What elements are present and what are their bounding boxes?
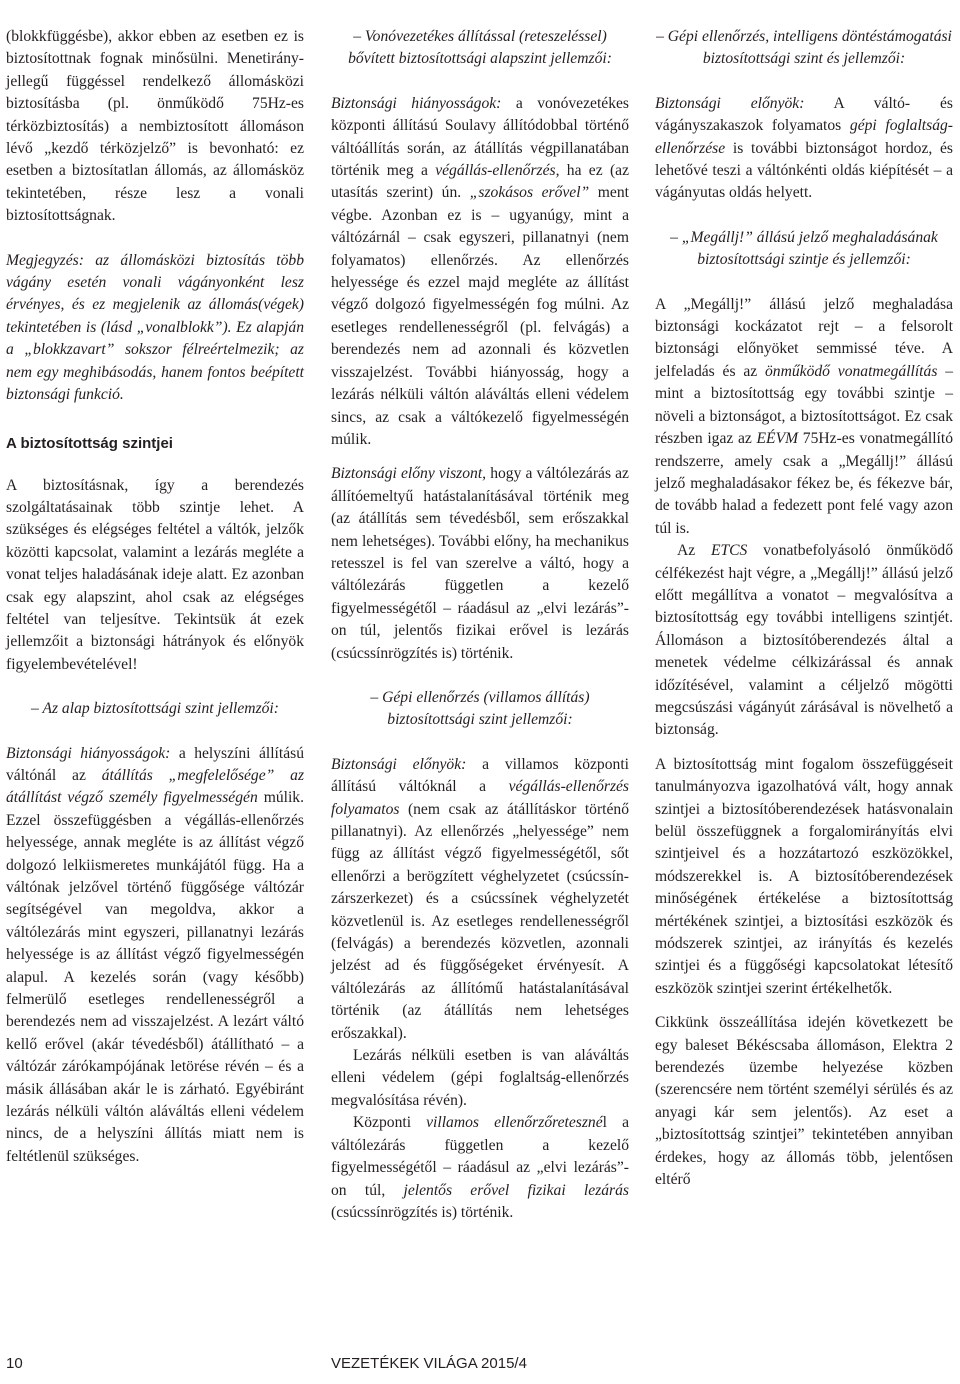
subsection-title: – Vonóvezetékes állítással (reteszeléssel) bővített biztosítottsági alapszint jellemzői: — [348, 28, 612, 68]
section-heading: A biztosítottság szintjei — [6, 434, 173, 452]
italic-run: ETCS — [710, 542, 748, 560]
note-paragraph: Megjegyzés: az állomásközi biztosítás több vágány esetén vonali vágányonként lesz érvényes, és ez megjelenik az állomás(végek) tekintetében is (lásd „vonalblokk”). Ez alapján a „blokkzavart” sokszor félreértelmezik; az nem egy meghibásodás, hanem fontos beépített biztonsági funkció. — [6, 251, 304, 404]
page-number: 10 — [6, 1355, 23, 1372]
text-run: (nem csak az átállításkor történő pillanatnyi). Az ellenőrzés „helyessége” nem függ az állítást végző figyelmességétől, sőt ellenőrzi a berögzített véghelyzetet (csúcssín-zárszerkezet) és a csúcssínek véghelyzetét közvetlenül is. Az esetleges rendellenességről (felvágás) a berendezés közvetlen, azonnali jelzést ad és függőségeket érvényesít. A váltólezárás az állítómű hatástalanításával történik (az átállítás nem lehetséges erőszakkal). — [331, 800, 629, 1042]
text-run: Központi — [353, 1114, 427, 1132]
italic-run: „szokásos erővel” — [469, 184, 590, 202]
paragraph — [6, 743, 304, 1169]
text-run: Az — [677, 542, 711, 560]
italic-run: átállítás „megfelelősége” az átállítást végző személy figyelmességén — [6, 766, 305, 807]
subsection-title: – Az alap biztosítottsági szint jellemzői: — [31, 700, 279, 718]
subsection-title: – Gépi ellenőrzés (villamos állítás) biztosítottsági szint jellemzői: — [370, 688, 590, 729]
paragraph — [655, 294, 953, 540]
text-run: A „Megállj!” állású jelző meghaladása biztonsági kockázatot rejt – a felsorolt biztonsági előnyöket semmissé téve. A jelfeladás és az — [655, 295, 953, 380]
italic-run: gépi foglaltság-ellenőrzése — [655, 117, 953, 157]
paragraph: A biztosítottság mint fogalom összefüggéseit tanulmányozva igazolhatóvá vált, hogy annak szintjei a biztosítóberendezések hatásvonalain belül összefüggnek a forgalomirányítás elvi szintjeivel és a hozzátartozó eszközökkel, módszerekkel is. A biztosítóberendezések minőségének értékelése a biztosítottság mértékének szintjei, a biztosítási eszközök és módszerek szintjei, az irányítás és kezelés szintjei és a függőségi kapcsolatokat létesítő eszközök szintjei szerint értékelhetők. — [655, 755, 953, 997]
italic-run: Biztonsági előny viszont, — [331, 465, 487, 483]
text-run: hogy a váltólezárás az állítóemeltyű hatástalanításával történik meg (az átállítás sem tévedésből, sem erőszakkal nem lehetséges). További előny, ha mechanikus retesszel is fel van szerelve a váltó, hogy a váltólezárás független a kezelő figyelmességétől – ráadásul az „elvi lezárás”-on túl, jelentős fizikai erővel is lezárás (csúcssínrögzítés is) történik. — [331, 465, 629, 662]
paragraph — [331, 463, 629, 665]
subsection-title: – Gépi ellenőrzés, intelligens döntéstámogatási biztosítottsági szint és jellemzői: — [656, 28, 952, 68]
paragraph: Cikkünk összeállítása idején következett be egy baleset Békéscsaba állomáson, Elektra 2 berendezés üzembe helyezése közben (szerencsére nem történt személyi sérülés és az anyagi kár sem jelentős). Az eset a „biztosítottság szintjei” tekintetében annyiban érdekes, hogy az állomás több, jelentősen eltérő — [655, 1014, 953, 1189]
text-run: A váltó- és vágányszakaszok folyamatos — [655, 94, 953, 135]
text-run: l a váltólezárás független a kezelő figyelmességétől – ráadásul az „elvi lezárás”-on túl, — [331, 1114, 629, 1199]
magazine-title: VEZETÉKEK VILÁGA 2015/4 — [331, 1355, 527, 1372]
text-run: 75Hz-es vonatmegállító rendszerre, amely csak a „Megállj!” állású jelző meghaladásakor fékez be, és fékezve bár, de tovább halad a fedezett pont felé vagy azon túl is. — [655, 430, 953, 537]
italic-run: EÉVM — [756, 430, 799, 448]
italic-run: végállás-ellenőrzés folyamatos — [331, 778, 629, 818]
subsection-title: – „Megállj!” állású jelző meghaladásának biztosítottsági szintje és jellemzői: — [670, 228, 938, 269]
text-run: ment végbe. Azonban ez is – ugyanúgy, mint a váltózárnál – csak egyszeri, pillanatnyi (nem folyamatos) ellenőrzés. Az ellenőrzés helyessége és ezzel majd megléte az állítást végző dolgozó figyelmességén fog múlni. Az esetleges rendellenességről (pl. felvágás) a berendezés nem ad azonnali és közvetlen visszajelzést. További hiányosság, hogy a lezárás nélküli váltón aláváltás elleni védelem sincs, az csak a váltókezelő figyelmességén múlik. — [331, 184, 629, 448]
paragraph: Lezárás nélküli esetben is van aláváltás elleni védelem (gépi foglaltság-ellenőrzés megvalósítása révén). — [331, 1047, 629, 1109]
text-run: (csúcssínrögzítés is) történik. — [331, 1203, 514, 1221]
paragraph: A biztosításnak, így a berendezés szolgáltatásainak több szintje lehet. A szükséges és elégséges feltétel a váltók, jelzők közötti kapcsolat, valamint a lezárás megléte a vonat teljes haladásának ideje alatt. Ez azonban csak egy alapszint, ahol csak az elégséges feltétel van teljesítve. Tekintsük át ezek jellemzőit a biztonsági hátrányok és előnyök figyelembevételével! — [6, 476, 304, 673]
paragraph — [331, 93, 629, 452]
italic-run: jelentős erővel fizikai lezárás — [403, 1181, 629, 1199]
italic-run: Biztonsági előnyök: — [331, 755, 467, 773]
text-run: a villamos központi állítású váltóknál a — [331, 755, 629, 796]
text-run: is további biztonságot hordoz, és lehetővé teszi a váltónkénti oldás kiépítését – a vágányutas oldás helyett. — [655, 139, 953, 202]
italic-run: Biztonsági hiányosságok: — [331, 94, 502, 112]
column-1 — [6, 26, 304, 1168]
paragraph — [655, 540, 953, 742]
paragraph — [331, 754, 629, 1045]
paragraph: (blokkfüggésbe), akkor ebben az esetben ez is biztosítottnak fognak minősülni. Menetirány-jellegű függéssel rendelkező állomásközi biztosításba (pl. önműködő 75Hz-es térközbiztosítás) a nembiztosított állomáson lévő „kezdő térközjelző” is bevonható: ez esetben a biztosítatlan állomás, az állomásköz tekintetében, része lesz a vonali biztosítottságnak. — [6, 28, 304, 225]
paragraph — [655, 93, 953, 205]
text-run: a vonóvezetékes központi állítású Soulavy állítódobbal történő váltóállítás során, az átállítás végpillanatában történik meg a — [331, 94, 629, 180]
text-run: a helyszíni állítású váltónál az — [6, 744, 304, 784]
paragraph — [331, 1112, 629, 1224]
italic-run: Biztonsági hiányosságok: — [6, 744, 171, 762]
text-run: ha ez (az utasítás szerint) ún. — [331, 162, 629, 202]
text-run: múlik. Ezzel összefüggésben a végállás-ellenőrzés helyessége, annak megléte is az állítást végző dolgozó lelkiismeretes munkájától függ. Ha a váltónak jelzővel történő függősége váltózár segítségével van megoldva, akkor a váltólezárás mint egyszeri, pillanatnyi lezárás helyessége is az állítást végző figyelmességén alapul. A kezelés során (vagy később) felmerülő esetleges rendellenességről a berendezés nem ad visszajelzést. A lezárt váltó kellő erővel (akár tévedésből) átállítható – a váltózár zárókampójának letörése révén – és a másik állásában akár le is zárható. Egyébiránt lezárás nélküli váltón aláváltás elleni védelem nincs, de a helyszíni állítás miatt nem is feltétlenül szükséges. — [6, 789, 305, 1165]
italic-run: önműködő vonatmegállítás — [765, 362, 938, 380]
text-run: – mint a biztosítottság egy további szintje – növeli a biztonságot, a biztosítottságot. Ez csak részben igaz az — [655, 362, 953, 448]
italic-run: Biztonsági előnyök: — [655, 94, 805, 112]
column-3 — [655, 26, 953, 1192]
italic-run: végállás-ellenőrzés, — [435, 162, 560, 180]
text-run: vonatbefolyásoló önműködő célfékezést hajt végre, a „Megállj!” állású jelző előtt megállítva a vonatot – megvalósítva a biztosítottság egy további intelligens szintjét. Állomáson a biztosítóberendezés által a menetek védelme célkizárással és annak időzítésével, valamint a céljelző mögötti megcsúszási vágányút zárásával is növelhető a biztonság. — [655, 542, 953, 739]
italic-run: villamos ellenőrzőreteszné — [426, 1114, 603, 1132]
column-2 — [331, 26, 629, 1224]
